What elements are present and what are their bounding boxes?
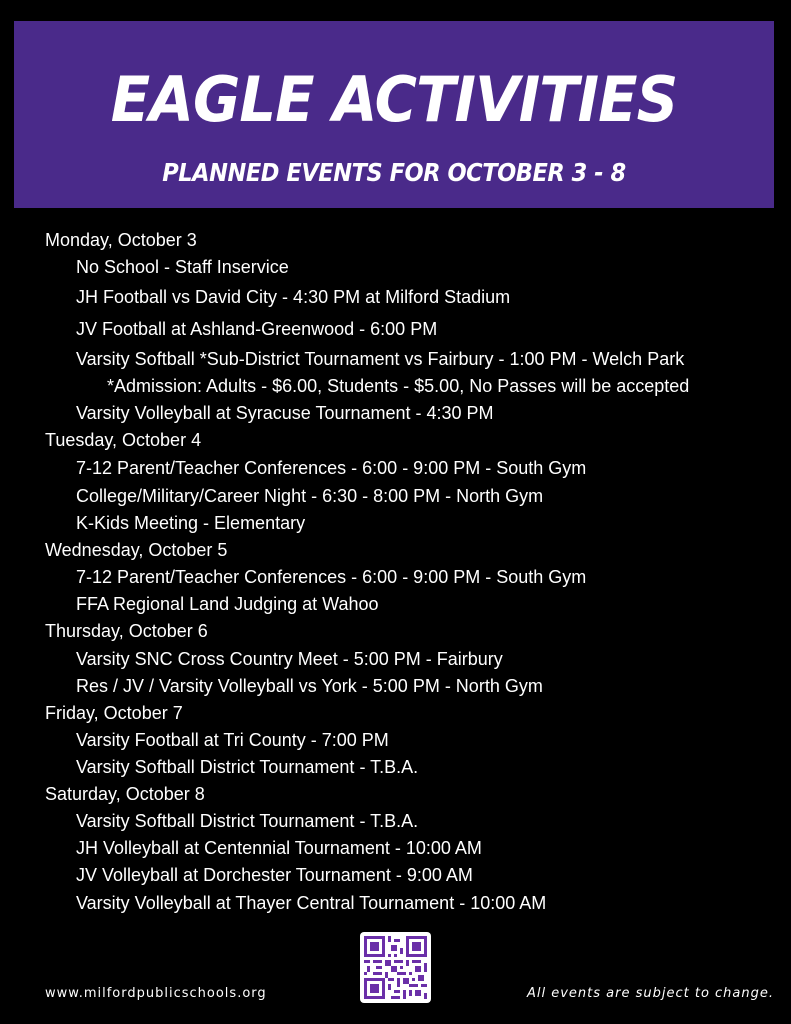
day-heading: Monday, October 3 (45, 230, 197, 250)
day-heading: Thursday, October 6 (45, 621, 208, 641)
event-item: JH Football vs David City - 4:30 PM at Milford Stadium (76, 287, 511, 307)
event-item: No School - Staff Inservice (76, 257, 289, 277)
day-heading: Friday, October 7 (45, 703, 183, 723)
event-item: JH Volleyball at Centennial Tournament - 10:00 AM (76, 838, 482, 858)
page-title: EAGLE ACTIVITIES (110, 63, 678, 136)
event-item: Varsity Football at Tri County - 7:00 PM (76, 730, 389, 750)
day-heading: Wednesday, October 5 (45, 540, 228, 560)
event-item: College/Military/Career Night - 6:30 - 8:00 PM - North Gym (76, 486, 544, 506)
header-banner (14, 21, 774, 208)
event-item: Res / JV / Varsity Volleyball vs York - 5:00 PM - North Gym (76, 676, 543, 696)
day-heading: Tuesday, October 4 (45, 430, 202, 450)
event-item: 7-12 Parent/Teacher Conferences - 6:00 - 9:00 PM - South Gym (76, 458, 587, 478)
event-item: Varsity Softball District Tournament - T.B.A. (76, 757, 419, 777)
disclaimer-text: All events are subject to change. (526, 986, 774, 1001)
day-heading: Saturday, October 8 (45, 784, 205, 804)
event-item: JV Volleyball at Dorchester Tournament - 9:00 AM (76, 865, 473, 885)
event-item: Varsity Volleyball at Thayer Central Tournament - 10:00 AM (76, 893, 547, 913)
admission-note: *Admission: Adults - $6.00, Students - $5.00, No Passes will be accepted (107, 376, 690, 396)
event-item: FFA Regional Land Judging at Wahoo (76, 594, 379, 614)
qr-code[interactable] (360, 932, 431, 1003)
event-item: Varsity Softball *Sub-District Tournament vs Fairbury - 1:00 PM - Welch Park (76, 349, 685, 369)
website-link[interactable]: www.milfordpublicschools.org (45, 986, 267, 1001)
event-item: Varsity SNC Cross Country Meet - 5:00 PM - Fairbury (76, 649, 503, 669)
event-item: Varsity Softball District Tournament - T.B.A. (76, 811, 419, 831)
event-item: K-Kids Meeting - Elementary (76, 513, 306, 533)
event-item: 7-12 Parent/Teacher Conferences - 6:00 - 9:00 PM - South Gym (76, 567, 587, 587)
qr-code-icon (364, 936, 427, 999)
event-item: JV Football at Ashland-Greenwood - 6:00 PM (76, 319, 438, 339)
event-item: Varsity Volleyball at Syracuse Tournament - 4:30 PM (76, 403, 494, 423)
page-subtitle: PLANNED EVENTS FOR OCTOBER 3 - 8 (162, 158, 626, 187)
